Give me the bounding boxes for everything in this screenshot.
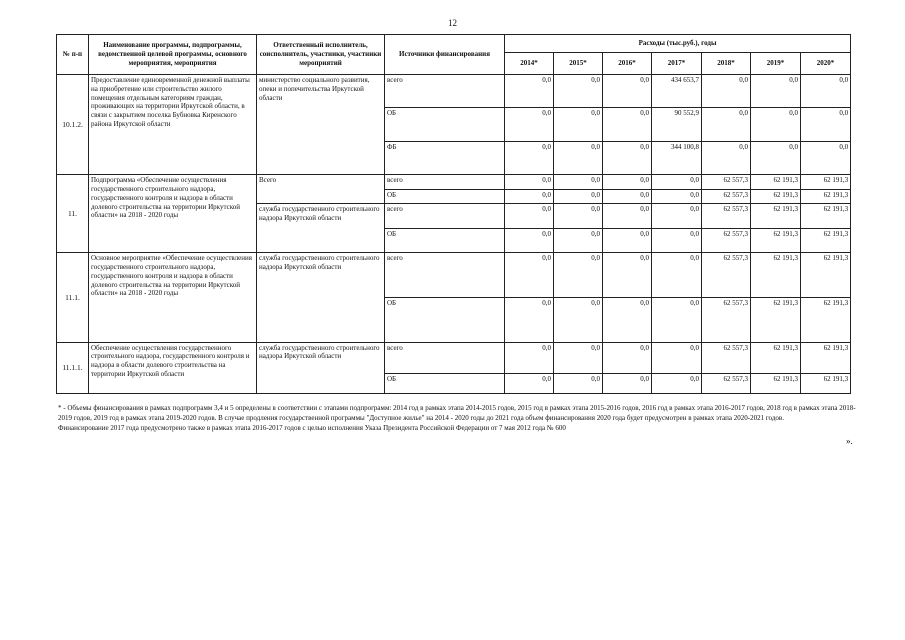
expense-value: 0,0 [505, 189, 554, 204]
expense-value: 90 552,9 [652, 108, 702, 141]
expense-value: 62 191,3 [801, 204, 851, 229]
program-name: Основное мероприятие «Обеспечение осуществления государственного строительного надзора, государственного контроля и надзора в области долевого строительства на территории Иркутской области» на 2018 - 2020 годы [89, 253, 257, 342]
expense-value: 62 557,3 [702, 373, 751, 393]
expense-value: 0,0 [603, 141, 652, 174]
expense-value: 0,0 [505, 175, 554, 190]
expense-value: 0,0 [603, 108, 652, 141]
header-year: 2016* [603, 53, 652, 75]
financing-source: ОБ [385, 373, 505, 393]
expense-value: 62 557,3 [702, 228, 751, 253]
expense-value: 0,0 [505, 204, 554, 229]
financing-source: всего [385, 204, 505, 229]
expense-value: 0,0 [603, 342, 652, 373]
expense-value: 0,0 [554, 298, 603, 343]
expense-value: 62 191,3 [801, 189, 851, 204]
table-row [57, 75, 851, 108]
expense-value: 62 191,3 [751, 228, 801, 253]
executor: Всего [257, 175, 385, 204]
executor: министерство социального развития, опеки и попечительства Иркутской области [257, 75, 385, 175]
row-index: 11. [57, 175, 89, 253]
expense-value: 0,0 [603, 189, 652, 204]
expense-value: 0,0 [702, 75, 751, 108]
footnote: * - Объемы финансирования в рамках подпрограмм 3,4 и 5 определены в соответствии с этапами подпрограмм: 2014 год в рамках этапа 2014-2015 годов, 2015 год в рамках этапа 2015-2016 годов, 2016 год в рамках этапа 2016-2017 годов, 2018 год в рамках этапа 2018-2019 годов, 2019 год в рамках этапа 2019-2020 годов. В случае продления государственной программы "Доступное жилье" на 2014 - 2020 годы до 2021 года объем финансирования 2020 года будет предусмотрен в рамках этапа 2020-2021 годов. [58, 404, 856, 422]
executor: служба государственного строительного надзора Иркутской области [257, 204, 385, 253]
expense-value: 0,0 [554, 175, 603, 190]
header-year: 2017* [652, 53, 702, 75]
expense-value: 62 557,3 [702, 175, 751, 190]
expense-value: 0,0 [505, 253, 554, 298]
expense-value: 0,0 [505, 298, 554, 343]
financing-source: ОБ [385, 228, 505, 253]
expense-value: 62 191,3 [751, 189, 801, 204]
expense-value: 62 557,3 [702, 204, 751, 229]
expense-value: 0,0 [554, 204, 603, 229]
expense-value: 62 191,3 [801, 228, 851, 253]
expense-value: 0,0 [652, 189, 702, 204]
financing-source: всего [385, 342, 505, 373]
expense-value: 0,0 [801, 75, 851, 108]
expense-value: 0,0 [652, 253, 702, 298]
expense-value: 0,0 [554, 189, 603, 204]
expense-value: 0,0 [505, 373, 554, 393]
financing-source: всего [385, 253, 505, 298]
expense-value: 0,0 [652, 175, 702, 190]
expense-value: 344 100,8 [652, 141, 702, 174]
expense-value: 0,0 [751, 141, 801, 174]
expense-value: 62 557,3 [702, 298, 751, 343]
financing-source: ОБ [385, 108, 505, 141]
financing-source: ОБ [385, 298, 505, 343]
expense-value: 0,0 [505, 141, 554, 174]
expense-value: 0,0 [801, 108, 851, 141]
financing-source: всего [385, 175, 505, 190]
closing-quote: ». [846, 436, 853, 446]
header-year: 2019* [751, 53, 801, 75]
expense-value: 0,0 [554, 373, 603, 393]
expense-value: 0,0 [603, 373, 652, 393]
expense-value: 0,0 [505, 75, 554, 108]
expense-value: 0,0 [505, 342, 554, 373]
expense-value: 0,0 [652, 204, 702, 229]
program-name: Подпрограмма «Обеспечение осуществления государственного строительного надзора, государственного контроля и надзора в области долевого строительства на территории Иркутской области» на 2018 - 2020 годы [89, 175, 257, 253]
financing-source: ОБ [385, 189, 505, 204]
row-index: 11.1.1. [57, 342, 89, 393]
expense-value: 0,0 [554, 342, 603, 373]
financing-note: Финансирование 2017 года предусмотрено также в рамках этапа 2016-2017 годов с целью исполнения Указа Президента Российской Федерации от 7 мая 2012 года № 600 [58, 423, 566, 432]
expense-value: 0,0 [652, 228, 702, 253]
financing-table [56, 34, 851, 394]
header-executor: Ответственный исполнитель, соисполнитель, участники, участники мероприятий [257, 35, 385, 75]
expense-value: 0,0 [652, 342, 702, 373]
expense-value: 0,0 [554, 253, 603, 298]
page-number: 12 [448, 18, 457, 28]
program-name: Обеспечение осуществления государственного строительного надзора, государственного контроля и надзора в области долевого строительства на территории Иркутской области [89, 342, 257, 393]
financing-source: ФБ [385, 141, 505, 174]
expense-value: 0,0 [505, 228, 554, 253]
expense-value: 0,0 [652, 373, 702, 393]
row-index: 11.1. [57, 253, 89, 342]
header-year: 2020* [801, 53, 851, 75]
expense-value: 0,0 [554, 141, 603, 174]
expense-value: 0,0 [702, 141, 751, 174]
expense-value: 0,0 [554, 228, 603, 253]
expense-value: 0,0 [801, 141, 851, 174]
expense-value: 0,0 [751, 108, 801, 141]
executor: служба государственного строительного надзора Иркутской области [257, 253, 385, 342]
expense-value: 0,0 [505, 108, 554, 141]
executor: служба государственного строительного надзора Иркутской области [257, 342, 385, 393]
expense-value: 62 191,3 [751, 204, 801, 229]
expense-value: 62 191,3 [751, 253, 801, 298]
expense-value: 0,0 [603, 253, 652, 298]
row-index: 10.1.2. [57, 75, 89, 175]
expense-value: 0,0 [702, 108, 751, 141]
expense-value: 0,0 [554, 75, 603, 108]
expense-value: 0,0 [652, 298, 702, 343]
header-name: Наименование программы, подпрограммы, ведомственной целевой программы, основного мероприятия, мероприятия [89, 35, 257, 75]
expense-value: 62 557,3 [702, 342, 751, 373]
expense-value: 62 191,3 [801, 373, 851, 393]
financing-source: всего [385, 75, 505, 108]
expense-value: 0,0 [554, 108, 603, 141]
header-year: 2018* [702, 53, 751, 75]
expense-value: 62 191,3 [751, 373, 801, 393]
expense-value: 62 191,3 [801, 253, 851, 298]
expense-value: 62 191,3 [801, 342, 851, 373]
expense-value: 62 191,3 [801, 175, 851, 190]
table-row [57, 253, 851, 298]
expense-value: 62 557,3 [702, 253, 751, 298]
expense-value: 0,0 [603, 204, 652, 229]
header-source: Источники финансирования [385, 35, 505, 75]
expense-value: 62 191,3 [801, 298, 851, 343]
expense-value: 62 191,3 [751, 342, 801, 373]
expense-value: 434 653,7 [652, 75, 702, 108]
expense-value: 0,0 [603, 175, 652, 190]
expense-value: 62 191,3 [751, 175, 801, 190]
expense-value: 0,0 [603, 75, 652, 108]
expense-value: 62 557,3 [702, 189, 751, 204]
expense-value: 0,0 [751, 75, 801, 108]
expense-value: 0,0 [603, 298, 652, 343]
header-expenses: Расходы (тыс.руб.), годы [505, 35, 851, 53]
expense-value: 0,0 [603, 228, 652, 253]
expense-value: 62 191,3 [751, 298, 801, 343]
header-year: 2015* [554, 53, 603, 75]
table-row [57, 175, 851, 190]
header-year: 2014* [505, 53, 554, 75]
notes [58, 404, 858, 433]
program-name: Предоставление единовременной денежной выплаты на приобретение или строительство жилого помещения отдельным категориям граждан, проживающих на территории Иркутской области, в связи с закрытием поселка Бубновка Киренского района Иркутской области [89, 75, 257, 175]
header-num: № п-п [57, 35, 89, 75]
table-row [57, 342, 851, 373]
